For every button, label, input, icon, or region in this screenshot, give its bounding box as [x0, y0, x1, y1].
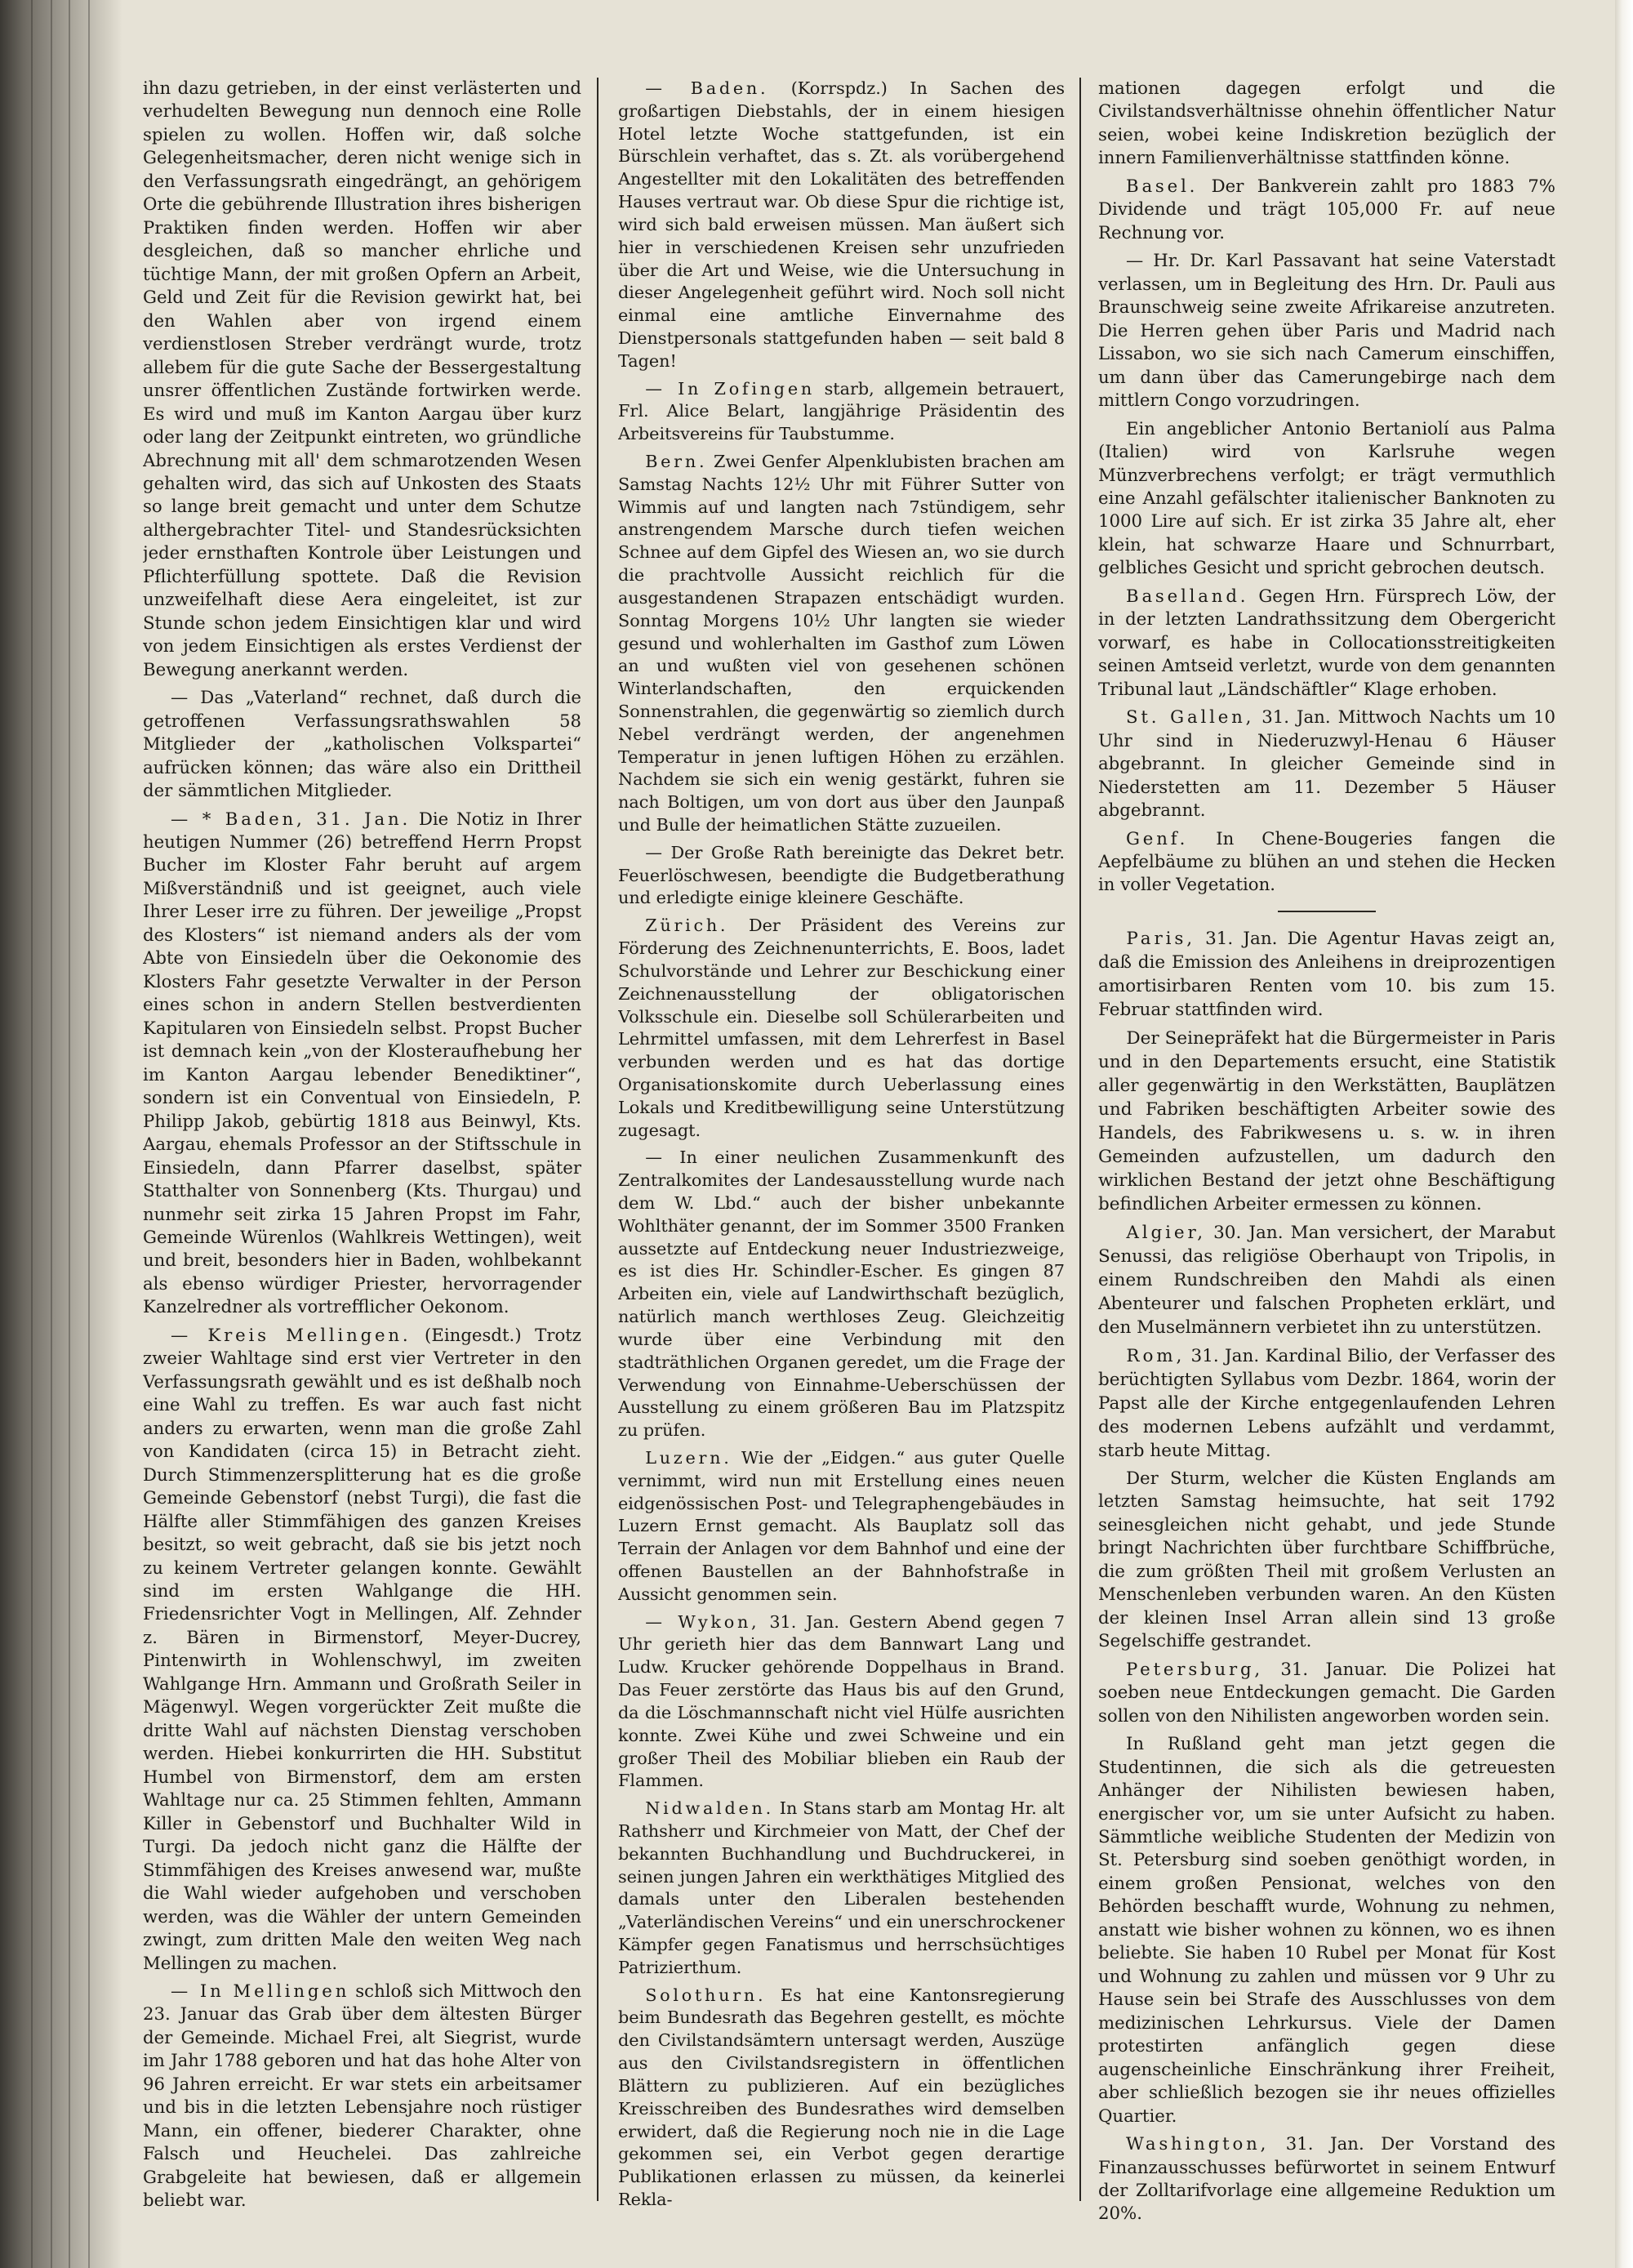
news-article [618, 1611, 1065, 1793]
article-text: Der Bankverein zahlt pro 1883 7% Dividende und trägt 105,000 Fr. auf neue Rechnung vor. [1098, 176, 1555, 243]
news-article [143, 1325, 581, 1976]
article-dateline: Genf. [1126, 828, 1189, 849]
article-text: 31. Jan. Der Vorstand des Finanzausschusses befürwortet in seinem Entwurf der Zolltarifvorlage eine allgemeine Reduktion um 20%. [1098, 2134, 1555, 2225]
news-article [618, 1798, 1065, 1980]
news-article [1098, 828, 1555, 898]
article-text: In Chene-Bougeries fangen die Aepfelbäume zu blühen an und stehen die Hecken in voller Vegetation. [1098, 828, 1555, 896]
news-article [1098, 586, 1555, 702]
news-article [1098, 706, 1555, 822]
column-rule-2 [1079, 78, 1081, 2201]
article-dateline: Zürich. [645, 916, 729, 936]
article-text: mationen dagegen erfolgt und die Civilstandsverhältnisse ohnehin öffentlicher Natur seien, wobei keine Indiskretion bezüglich der innern Familienverhältnisse stattfinden könne. [1098, 78, 1555, 169]
column-2 [618, 78, 1065, 2234]
column-rule-1 [597, 78, 598, 2201]
article-text: 31. Jan. Die Agentur Havas zeigt an, daß die Emission des Anleihens in dreiprozentigen amortisirbaren Renten vom 10. bis zum 15. Februar stattfinden wird. [1098, 928, 1555, 1020]
news-article [143, 1981, 581, 2213]
page-edge [1615, 0, 1633, 2268]
article-text: 31. Jan. Mittwoch Nachts um 10 Uhr sind in Niederuzwyl-Henau 6 Häuser abgebrannt. In gleicher Gemeinde sind in Niederstetten am 11. Dezember 5 Häuser abgebrannt. [1098, 707, 1555, 822]
news-article [1098, 2133, 1555, 2226]
article-text: — Das „Vaterland“ rechnet, daß durch die getroffenen Verfassungsrathswahlen 58 Mitglieder der „katholischen Volkspartei“ aufrücken können; das wäre also ein Drittheil der sämmtlichen Mitglieder. [143, 688, 581, 802]
news-article [143, 809, 581, 1320]
article-text: Die Notiz in Ihrer heutigen Nummer (26) betreffend Herrn Propst Bucher im Kloster Fahr beruht auf argem Mißverständniß und ist geeignet, auch viele Ihrer Leser irre zu führen. Der jeweilige „Propst des Klosters“ ist niemand anders als der vom Abte von Einsiedeln über die Oekonomie des Klosters Fahr gesetzte Verwalter in der Person eines schon in andern Stellen bestverdienten Kapitularen von Einsiedeln selbst. Propst Bucher ist demnach kein „von der Klosteraufhebung her im Kanton Aargau lebender Benediktiner“, sondern ist ein Conventual von Einsiedeln, P. Philipp Jakob, gebürtig 1818 aus Beinwyl, Kts. Aargau, ehemals Professor an der Stiftsschule in Einsiedeln, dann Pfarrer daselbst, später Statthalter von Sonnenberg (Kts. Thurgau) und nunmehr seit zirka 15 Jahren Propst im Fahr, Gemeinde Würenlos (Wahlkreis Wettingen), weit und breit, besonders hier in Baden, wohlbekannt als ebenso würdiger Priester, hervorragender Kanzelredner als vortrefflicher Oekonom. [143, 809, 581, 1318]
news-article [618, 451, 1065, 837]
section-separator [1278, 911, 1376, 912]
news-article [618, 1447, 1065, 1606]
book-binding-gutter [0, 0, 122, 2268]
article-dateline: Basel. [1126, 176, 1199, 197]
news-article [618, 378, 1065, 446]
article-text: In Rußland geht man jetzt gegen die Studentinnen, die sich als die getreuesten Anhänger der Nihilisten bewiesen haben, energischer vor, um sie unter Aufsicht zu haben. Sämmtliche weibliche Studenten der Medizin von St. Petersburg sind soeben genöthigt worden, in einem großen Pensionat, welches von den Behörden beschafft wurde, Wohnung zu nehmen, anstatt wie bisher wohnen zu können, wo es ihnen beliebte. Sie haben 10 Rubel per Monat für Kost und Wohnung zu zahlen und müssen vor 9 Uhr zu Hause sein bei Strafe des Ausschlusses von dem medizinischen Lehrkursus. Viele der Damen protestirten anfänglich gegen diese augenscheinliche Einschränkung ihrer Freiheit, aber schließlich bezogen sie ihr neues offizielles Quartier. [1098, 1734, 1555, 2127]
article-text: Es hat eine Kantonsregierung beim Bundesrath das Begehren gestellt, es möchte den Civilstandsämtern untersagt werden, Auszüge aus den Civilstandsregistern in öffentlichen Blättern zu publizieren. Auf ein bezügliches Kreisschreiben des Bundesrathes wird demselben erwidert, daß die Regierung noch nie in die Lage gekommen sei, ein Verbot gegen derartige Publikationen erlassen zu müssen, da keinerlei Rekla- [618, 1985, 1065, 2209]
news-article [1098, 78, 1555, 171]
news-article [618, 78, 1065, 373]
article-text: Wie der „Eidgen.“ aus guter Quelle vernimmt, wird nun mit Erstellung eines neuen eidgenössischen Post- und Telegraphengebäudes in Luzern Ernst gemacht. Als Bauplatz soll das Terrain der Anlagen vor dem Bahnhof und eine der offenen Baustellen an der Bahnhofstraße in Aussicht genommen sein. [618, 1447, 1065, 1604]
article-text: In Stans starb am Montag Hr. alt Rathsherr und Kirchmeier von Matt, der Chef der bekannten Buchhandlung und Buchdruckerei, in seinen jungen Jahren ein werkthätiges Mitglied des damals unter den Liberalen bestehenden „Vaterländischen Vereins“ und ein unerschrockener Kämpfer gegen Fanatismus und herrschsüchtiges Patrizierthum. [618, 1798, 1065, 1977]
news-article [1098, 1221, 1555, 1339]
article-text: Zwei Genfer Alpenklubisten brachen am Samstag Nachts 12½ Uhr mit Führer Sutter von Wimmis auf und langten nach 7stündigem, sehr anstrengendem Marsche durch tiefen weichen Schnee auf dem Gipfel des Wiesen an, wo sie durch die prachtvolle Aussicht reichlich für die ausgestandenen Strapazen entschädigt wurden. Sonntag Morgens 10½ Uhr langten sie wieder gesund und wohlerhalten im Gasthof zum Löwen an und wußten viel von gesehenen schönen Winterlandschaften, den erquickenden Sonnenstrahlen, die gegenwärtig so ziemlich durch Nebel verdrängt werden, der angenehmen Temperatur in jenen luftigen Höhen zu erzählen. Nachdem sie sich ein wenig gestärkt, fuhren sie nach Boltigen, um von dort aus über den Jaunpaß und Bulle der heimatlichen Stätte zuzueilen. [618, 452, 1065, 835]
article-dateline: Baselland. [1126, 586, 1249, 607]
article-dateline: St. Gallen, [1126, 707, 1255, 729]
news-article [1098, 176, 1555, 245]
news-article [1098, 1659, 1555, 1728]
news-article [618, 842, 1065, 910]
article-text: Der Seinepräfekt hat die Bürgermeister in Paris und in den Departements ersucht, eine Statistik aller gegenwärtig in den Werkstätten, Bauplätzen und Fabriken beschäftigten Arbeiter sowie des Handels, des Fabrikwesens u. s. w. in ihren Gemeinden aufzustellen, um dadurch den wirklichen Bestand der jetzt ohne Beschäftigung befindlichen Arbeiter ermessen zu können. [1098, 1027, 1555, 1214]
article-text: Der Präsident des Vereins zur Förderung des Zeichnenunterrichts, E. Boos, ladet Schulvorstände und Lehrer zur Beschickung einer Zeichnenausstellung der obligatorischen Volksschule ein. Dieselbe soll Schülerarbeiten und Lehrmittel umfassen, mit dem Lehrerfest in Basel verbunden werden und es hat das dortige Organisationskomite durch Ueberlassung eines Lokals und Kreditbewilligung seine Unterstützung zugesagt. [618, 916, 1065, 1140]
article-text: (Korrspdz.) In Sachen des großartigen Diebstahls, der in einem hiesigen Hotel letzte Woche stattgefunden, ist ein Bürschlein verhaftet, das s. Zt. als vorübergehend Angestellter mit den Lokalitäten des betreffenden Hauses vertraut war. Ob diese Spur die richtige ist, wird sich bald erweisen müssen. Man äußert sich hier in verschiedenen Kreisen sehr unzufrieden über die Art und Weise, wie die Untersuchung in dieser Angelegenheit geführt wird. Noch soll nicht einmal eine amtliche Einvernahme des Dienstpersonals stattgefunden haben — seit bald 8 Tagen! [618, 78, 1065, 371]
article-text: starb, allgemein betrauert, Frl. Alice Belart, langjährige Präsidentin des Arbeitsvereins für Taubstumme. [618, 378, 1065, 444]
article-text: 31. Januar. Die Polizei hat soeben neue Entdeckungen gemacht. Die Garden sollen von den Nihilisten angeworben worden sein. [1098, 1659, 1555, 1727]
article-text: ihn dazu getrieben, in der einst verlästerten und verhudelten Bewegung nun dennoch eine Rolle spielen zu wollen. Hoffen wir, daß solche Gelegenheitsmacher, deren nicht wenige sich in den Verfassungsrath eingedrängt, an gehörigem Orte die gebührende Illustration ihres bisherigen Praktiken finden werden. Hoffen wir aber desgleichen, daß so mancher ehrliche und tüchtige Mann, der mit großen Opfern an Arbeit, Geld und Zeit für die Revision gewirkt hat, bei den Wahlen aber von irgend einem verdienstlosen Streber verdrängt wurde, trotz allebem für die gute Sache der Bessergestaltung unsrer öffentlichen Zustände fortwirken werde. Es wird und muß im Kanton Aargau über kurz oder lang der Zeitpunkt eintreten, wo gründliche Abrechnung mit all' dem schmarotzenden Wesen gehalten wird, das sich auf Unkosten des Staats so lange breit gemacht und unter dem Schutze althergebrachter Titel- und Standesrücksichten jeder ernsthaften Kontrole über Leistungen und Pflichterfüllung spottete. Daß die Revision unzweifelhaft diese Aera eingeleitet, ist zur Stunde schon jedem Einsichtigen klar und wird von jedem Einsichtigen als erstes Verdienst der Bewegung anerkannt werden. [143, 78, 581, 680]
news-article [1098, 1733, 1555, 2128]
article-dateline: — In Mellingen [171, 1981, 350, 2002]
news-article [143, 78, 581, 682]
article-text: — Der Große Rath bereinigte das Dekret betr. Feuerlöschwesen, beendigte die Budgetberathung und erledigte einige kleinere Geschäfte. [618, 842, 1065, 908]
article-text: Der Sturm, welcher die Küsten Englands am letzten Samstag heimsuchte, hat seit 1792 seinesgleichen nicht gehabt, und jede Stunde bringt Nachrichten über furchtbare Schiffbrüche, die zum größten Theil mit großem Verlusten an Menschenleben verbunden waren. An den Küsten der kleinen Insel Arran allein sind 13 große Segelschiffe gestrandet. [1098, 1468, 1555, 1652]
newspaper-page [143, 78, 1564, 2234]
article-text: Gegen Hrn. Fürsprech Löw, der in der letzten Landrathssitzung dem Obergericht vorwarf, es habe in Collocationsstreitigkeiten seinen Amtseid verletzt, wurde von dem genannten Tribunal laut „Ländschäftler“ Klage erhoben. [1098, 586, 1555, 700]
article-text: 31. Jan. Kardinal Bilio, der Verfasser des berüchtigten Syllabus vom Dezbr. 1864, worin der Papst alle der Kirche entgegenlaufenden Lehren des modernen Lebens aufzählt und verdammt, starb heute Mittag. [1098, 1345, 1555, 1461]
article-dateline: Rom, [1126, 1345, 1186, 1366]
article-text: Ein angeblicher Antonio Bertaniolí aus Palma (Italien) wird von Karlsruhe wegen Münzverbrechens verfolgt; er trägt vermuthlich eine Anzahl gefälschter italienischer Banknoten zu 1000 Lire auf sich. Er ist zirka 35 Jahre alt, eher klein, hat schwarze Haare und Schnurrbart, gelbliches Gesicht und spricht gebrochen deutsch. [1098, 418, 1555, 579]
news-article [1098, 418, 1555, 581]
article-dateline: — * Baden, 31. Jan. [171, 809, 412, 830]
article-dateline: — Kreis Mellingen. [171, 1325, 412, 1346]
column-3 [1098, 78, 1555, 2234]
article-dateline: Paris, [1126, 928, 1195, 949]
article-dateline: — Baden. [645, 78, 769, 98]
article-text: 31. Jan. Gestern Abend gegen 7 Uhr gerieth hier das dem Bannwart Lang und Ludw. Krucker gehörende Doppelhaus in Brand. Das Feuer zerstörte das Haus bis auf den Grund, da die Löschmannschaft nicht viel Hülfe ausrichten konnte. Zwei Kühe und zwei Schweine und ein großer Theil des Mobiliar blieben ein Raub der Flammen. [618, 1611, 1065, 1791]
article-dateline: Solothurn. [645, 1985, 767, 2005]
article-text: — Hr. Dr. Karl Passavant hat seine Vaterstadt verlassen, um in Begleitung des Hrn. Dr. Pauli aus Braunschweig seine zweite Afrikareise anzutreten. Die Herren gehen über Paris und Madrid nach Lissabon, wo sie sich nach Camerum einschiffen, um dann über das Camerungebirge nach dem mittlern Congo vorzudringen. [1098, 251, 1555, 412]
news-article [1098, 250, 1555, 412]
news-article [143, 687, 581, 803]
news-article [618, 1985, 1065, 2212]
news-article [618, 1147, 1065, 1442]
article-text: schloß sich Mittwoch den 23. Januar das Grab über dem ältesten Bürger der Gemeinde. Michael Frei, alt Siegrist, wurde im Jahr 1788 geboren und hat das hohe Alter von 96 Jahren erreicht. Er war stets ein arbeitsamer und bis in die letzten Lebensjahre noch rüstiger Mann, ein offener, biederer Charakter, ohne Falsch und Heuchelei. Das zahlreiche Grabgeleite hat bewiesen, daß er allgemein beliebt war. [143, 1981, 581, 2212]
article-dateline: — Wykon, [645, 1611, 760, 1632]
news-article [1098, 1027, 1555, 1216]
article-dateline: Bern. [645, 452, 708, 471]
article-text: 30. Jan. Man versichert, der Marabut Senussi, das religiöse Oberhaupt von Tripolis, in einem Rundschreiben den Mahdi als einen Abenteurer und falschen Propheten erklärt, und den Muselmännern verbietet ihn zu unterstützen. [1098, 1222, 1555, 1338]
article-dateline: Petersburg, [1126, 1659, 1263, 1680]
article-dateline: Nidwalden. [645, 1798, 774, 1819]
news-article [1098, 927, 1555, 1022]
article-dateline: Luzern. [645, 1447, 732, 1468]
column-1 [143, 78, 581, 2234]
news-article [618, 915, 1065, 1142]
news-article [1098, 1344, 1555, 1463]
article-text: (Eingesdt.) Trotz zweier Wahltage sind erst vier Vertreter in den Verfassungsrath gewählt und es ist deßhalb noch eine Wahl zu treffen. Es war auch fast nicht anders zu erwarten, wenn man die große Zahl von Kandidaten (circa 15) in Betracht zieht. Durch Stimmenzersplitterung hat es die große Gemeinde Gebenstorf (nebst Turgi), die fast die Hälfte aller Stimmfähigen des ganzen Kreises besitzt, so weit gebracht, daß sie bis jetzt noch zu keinem Vertreter gelangen konnte. Gewählt sind im ersten Wahlgange die HH. Friedensrichter Vogt in Mellingen, Alf. Zehnder z. Bären in Birmenstorf, Meyer-Ducrey, Pintenwirth in Wohlenschwyl, im zweiten Wahlgange Hrn. Ammann und Großrath Seiler in Mägenwyl. Wegen vorgerückter Zeit mußte die dritte Wahl auf nächsten Dienstag verschoben werden. Hiebei konkurrirten die HH. Substitut Humbel von Birmenstorf, dem am ersten Wahltage nur ca. 25 Stimmen fehlten, Ammann Killer in Gebenstorf und Buchhalter Wild in Turgi. Da jedoch nicht ganz die Hälfte der Stimmfähigen des Kreises anwesend war, mußte die Wahl wieder aufgehoben und verschoben werden, was die Wähler der untern Gemeinden zwingt, zum dritten Male den weiten Weg nach Mellingen zu machen. [143, 1325, 581, 1974]
article-dateline: — In Zofingen [645, 378, 815, 399]
news-article [1098, 1468, 1555, 1654]
article-dateline: Algier, [1126, 1222, 1206, 1243]
article-dateline: Washington, [1126, 2134, 1270, 2155]
article-text: — In einer neulichen Zusammenkunft des Zentralkomites der Landesausstellung wurde nach dem W. Lbd.“ auch der bisher unbekannte Wohlthäter genannt, der im Sommer 3500 Franken aussetzte auf Entdeckung neuer Industriezweige, es ist dies Hr. Schindler-Escher. Es gingen 87 Arbeiten ein, viele auf Landwirthschaft bezüglich, natürlich manch werthloses Zeug. Gleichzeitig wurde über eine Verbindung mit den stadträthlichen Organen geredet, um die Frage der Verwendung von Einnahme-Ueberschüssen der Ausstellung zu einem größeren Bau im Platzspitz zu prüfen. [618, 1147, 1065, 1441]
